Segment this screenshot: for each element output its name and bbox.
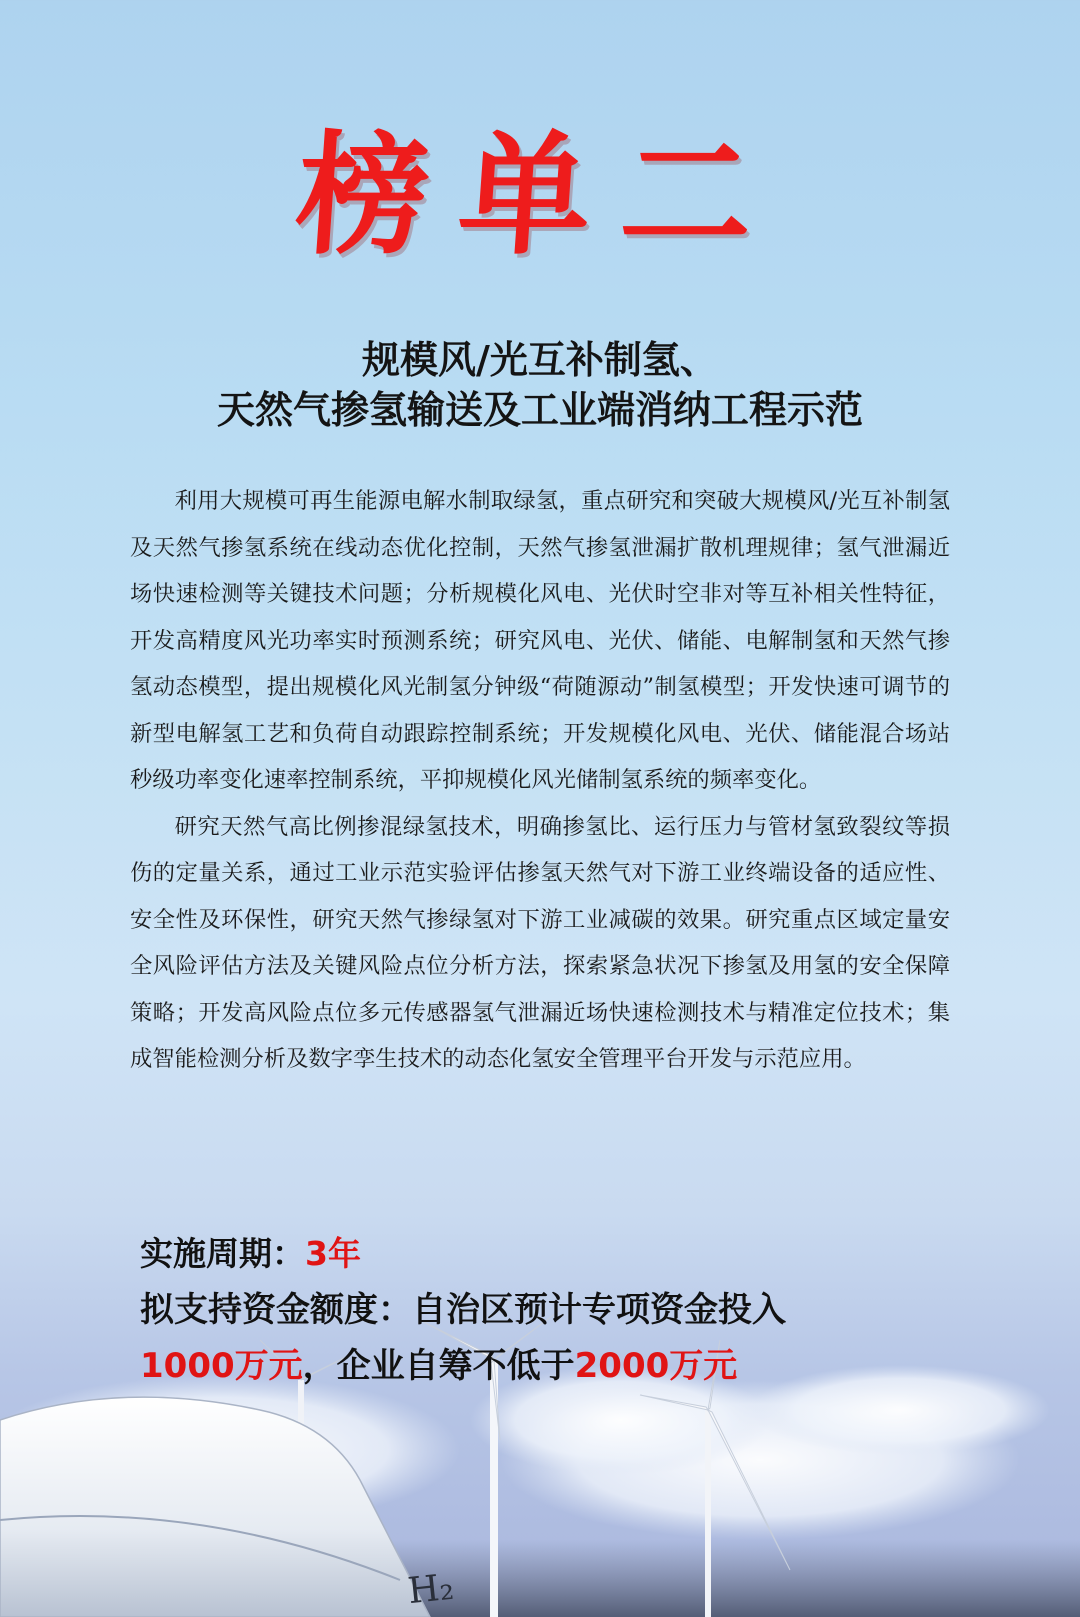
period-label: 实施周期： — [140, 1234, 305, 1273]
project-info — [140, 1232, 1020, 1394]
subtitle — [0, 335, 1080, 435]
body-text — [130, 478, 950, 1083]
period-line — [140, 1232, 1020, 1276]
tank-label: H₂ — [405, 1566, 456, 1613]
funding-amount-enterprise: 2000万元 — [574, 1346, 738, 1386]
funding-middle-text: ，企业自筹不低于 — [302, 1346, 575, 1386]
paragraph-2: 研究天然气高比例掺混绿氢技术，明确掺氢比、运行压力与管材氢致裂纹等损伤的定量关系，通过工业示范实验评估掺氢天然气对下游工业终端设备的适应性、安全性及环保性，研究天然气掺绿氢对下游工业减碳的效果。研究重点区域定量安全风险评估方法及关键风险点位分析方法，探索紧急状况下掺氢及用氢的安全保障策略；开发高风险点位多元传感器氢气泄漏近场快速检测技术与精准定位技术；集成智能检测分析及数字孪生技术的动态化氢安全管理平台开发与示范应用。 — [130, 813, 950, 1072]
funding-amount-government: 1000万元 — [140, 1346, 303, 1386]
funding-line — [140, 1282, 1020, 1394]
turbine-tower — [705, 1410, 711, 1617]
subtitle-line-2: 天然气掺氢输送及工业端消纳工程示范 — [216, 387, 863, 432]
subtitle-line-1: 规模风/光互补制氢、 — [362, 337, 718, 382]
funding-label: 拟支持资金额度：自治区预计专项资金投入 — [140, 1290, 786, 1330]
paragraph-1: 利用大规模可再生能源电解水制取绿氢，重点研究和突破大规模风/光互补制氢及天然气掺氢系统在线动态优化控制，天然气掺氢泄漏扩散机理规律；氢气泄漏近场快速检测等关键技术问题；分析规模化风电、光伏时空非对等互补相关性特征，开发高精度风光功率实时预测系统；研究风电、光伏、储能、电解制氢和天然气掺氢动态模型，提出规模化风光制氢分钟级“荷随源动”制氢模型；开发快速可调节的新型电解氢工艺和负荷自动跟踪控制系统；开发规模化风电、光伏、储能混合场站秒级功率变化速率控制系统，平抑规模化风光储制氢系统的频率变化。 — [130, 488, 950, 793]
period-value: 3年 — [305, 1234, 361, 1273]
main-title: 榜单二 — [291, 119, 789, 273]
